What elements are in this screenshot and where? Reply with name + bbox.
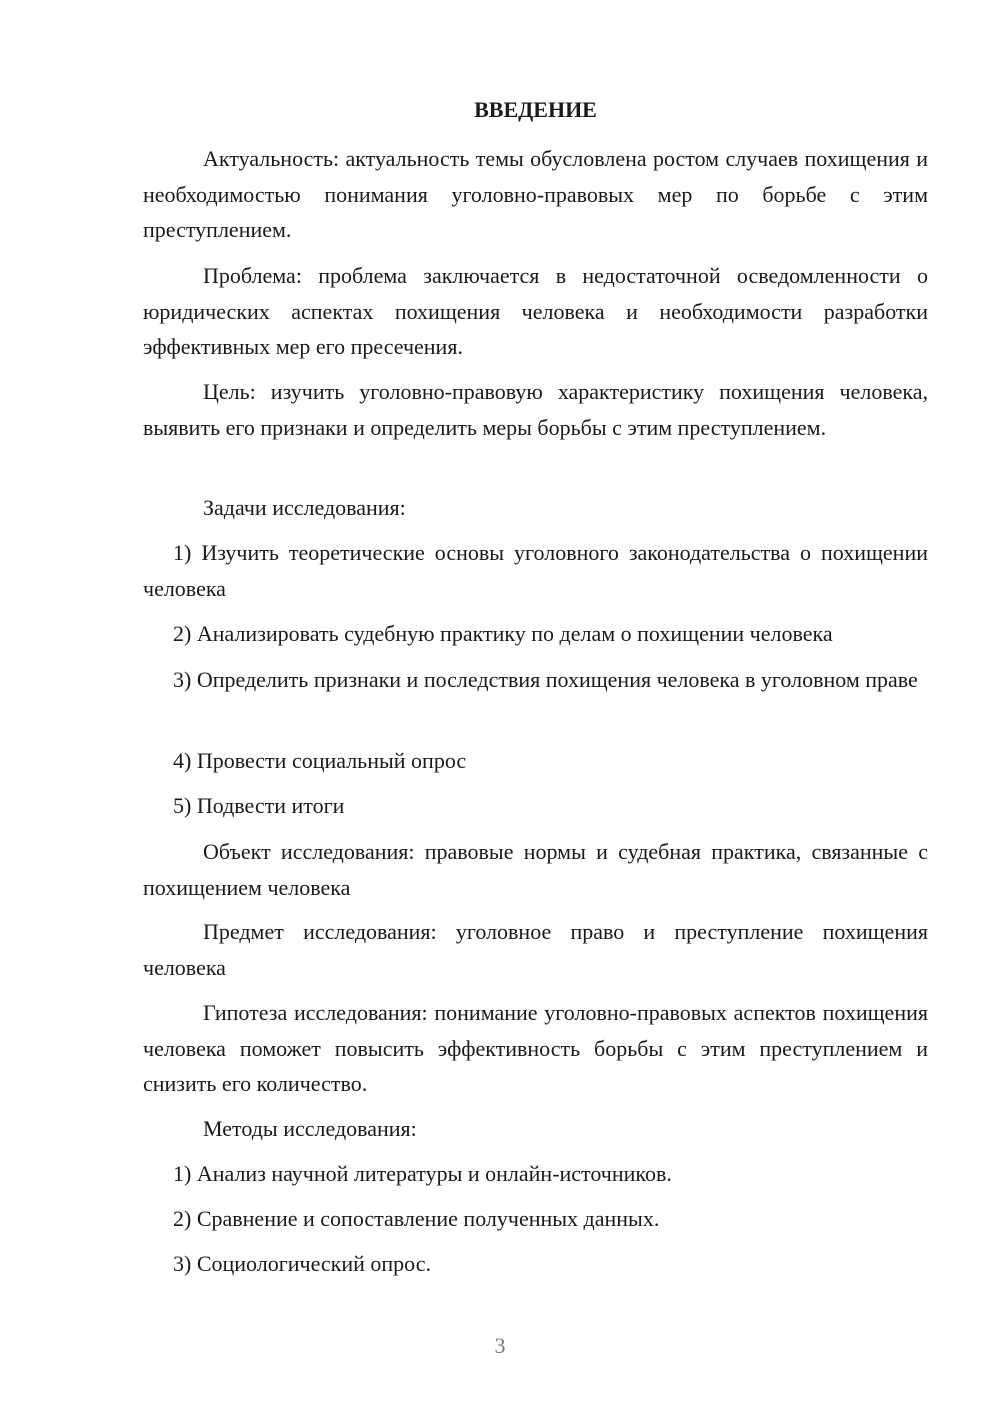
list-item-task-5: 5) Подвести итоги bbox=[173, 793, 345, 818]
page-number: 3 bbox=[494, 1333, 506, 1358]
list-item-task-2: 2) Анализировать судебную практику по делам о похищении человека bbox=[173, 621, 833, 646]
list-item-task-3: 3) Определить признаки и последствия похищения человека в уголовном праве bbox=[173, 667, 918, 692]
paragraph-problem: Проблема: проблема заключается в недостаточной осведомленности о юридических аспектах похищения человека и необходимости разработки эффективных мер его пресечения. bbox=[143, 263, 928, 359]
paragraph-methods-heading: Методы исследования: bbox=[203, 1116, 417, 1141]
paragraph-goal: Цель: изучить уголовно-правовую характеристику похищения человека, выявить его признаки и определить меры борьбы с этим преступлением. bbox=[143, 379, 928, 440]
list-item-method-3: 3) Социологический опрос. bbox=[173, 1251, 431, 1276]
paragraph-object: Объект исследования: правовые нормы и судебная практика, связанные с похищением человека bbox=[143, 839, 928, 900]
paragraph-tasks-heading: Задачи исследования: bbox=[203, 495, 406, 520]
paragraph-subject: Предмет исследования: уголовное право и преступление похищения человека bbox=[143, 919, 928, 980]
paragraph-relevance: Актуальность: актуальность темы обусловлена ростом случаев похищения и необходимостью понимания уголовно-правовых мер по борьбе с этим преступлением. bbox=[143, 146, 928, 242]
list-item-method-2: 2) Сравнение и сопоставление полученных данных. bbox=[173, 1206, 660, 1231]
paragraph-hypothesis: Гипотеза исследования: понимание уголовно-правовых аспектов похищения человека поможет повысить эффективность борьбы с этим преступлением и снизить его количество. bbox=[143, 1000, 928, 1096]
list-item-method-1: 1) Анализ научной литературы и онлайн-источников. bbox=[173, 1161, 672, 1186]
list-item-task-4: 4) Провести социальный опрос bbox=[173, 748, 467, 773]
list-item-task-1: 1) Изучить теоретические основы уголовного законодательства о похищении человека bbox=[143, 540, 928, 601]
page-title: ВВЕДЕНИЕ bbox=[474, 97, 597, 122]
